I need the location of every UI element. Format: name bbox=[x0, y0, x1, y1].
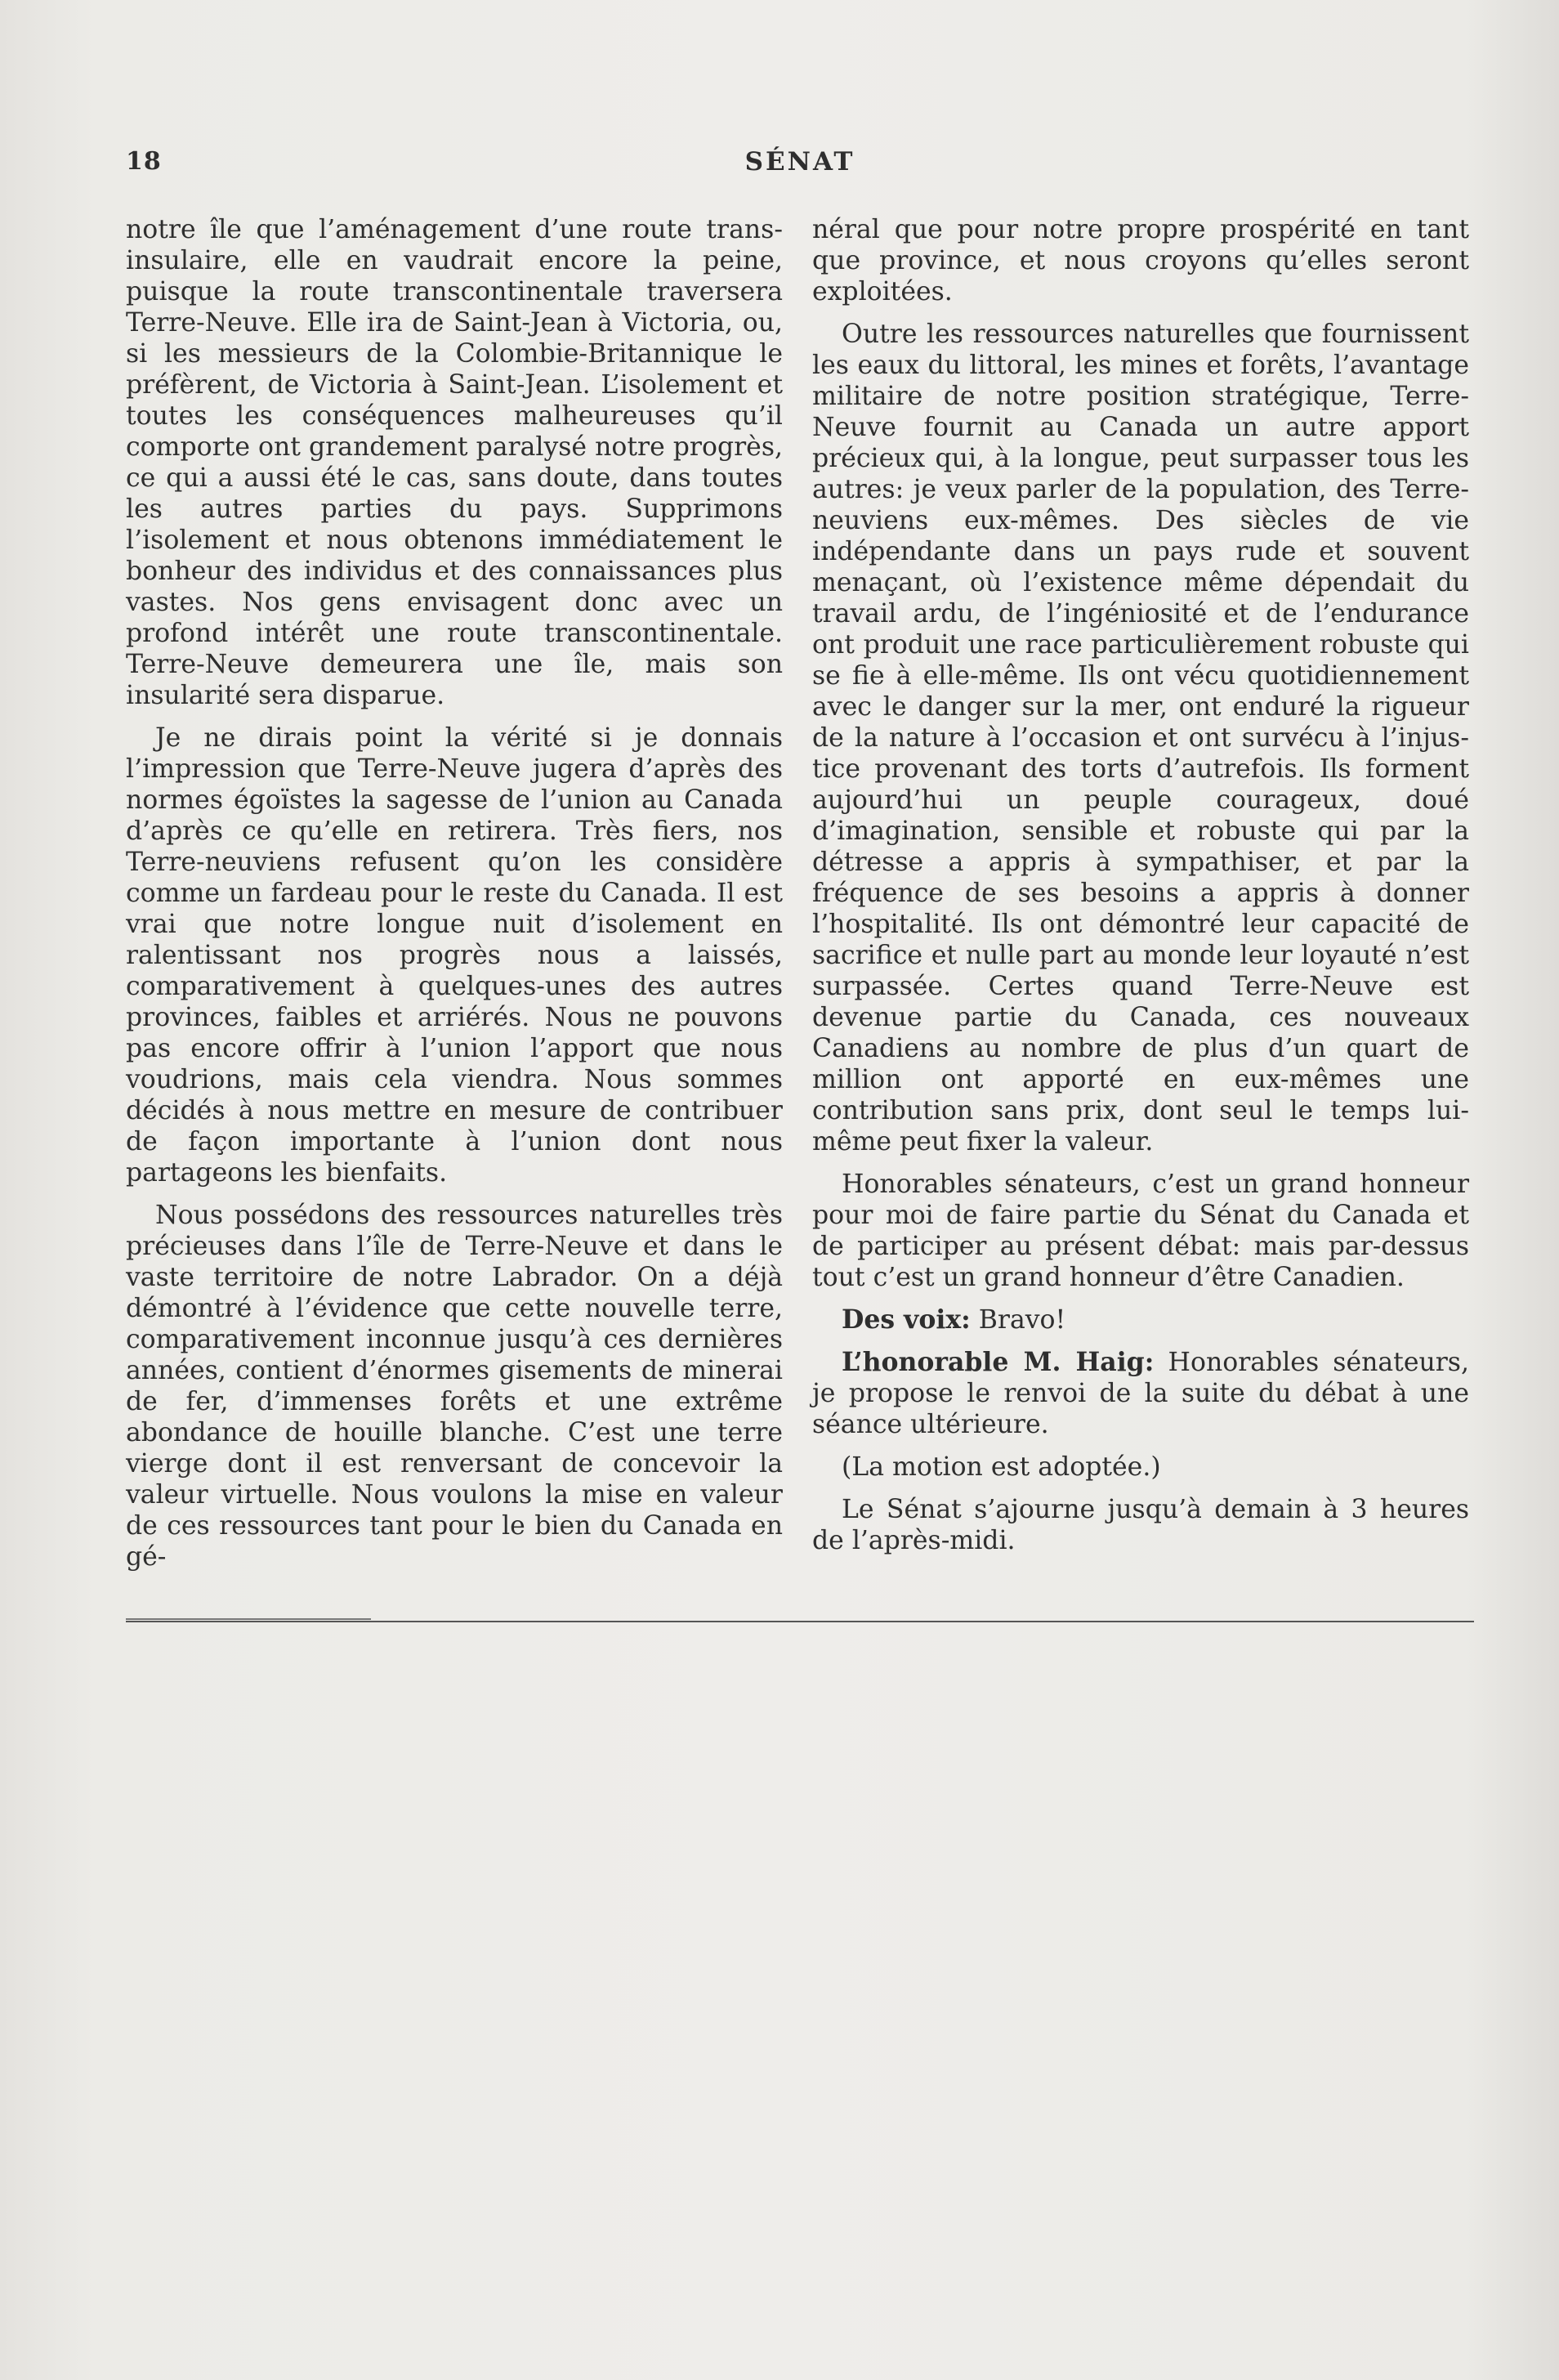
paragraph: notre île que l’aménagement d’une route trans-insulaire, elle en vaudrait encore la peine, puisque la route transcontinentale traversera Terre-Neuve. Elle ira de Saint-Jean à Victoria, ou, si les messieurs de la Colombie-Britannique le préfèrent, de Victoria à Saint-Jean. L’isolement et toutes les conséquences malheureuses qu’il comporte ont grandement paralysé notre progrès, ce qui a aussi été le cas, sans doute, dans toutes les autres parties du pays. Supprimons l’isolement et nous obtenons immédiatement le bonheur des individus et des connaissances plus vastes. Nos gens envisagent donc avec un profond intérêt une route transcontinentale. Terre-Neuve demeurera une île, mais son insularité sera disparue. bbox=[126, 215, 783, 710]
paragraph: néral que pour notre propre prospérité en tant que province, et nous croyons qu’elles seront exploitées. bbox=[812, 215, 1469, 306]
paragraph: Nous possédons des ressources naturelles très précieuses dans l’île de Terre-Neuve et dans le vaste territoire de notre Labrador. On a déjà démontré à l’évidence que cette nouvelle terre, comparativement inconnue jusqu’à ces dernières années, contient d’énormes gisements de minerai de fer, d’immenses forêts et une extrême abondance de houille blanche. C’est une terre vierge dont il est renversant de concevoir la valeur virtuelle. Nous voulons la mise en valeur de ces ressources tant pour le bien du Canada en gé- bbox=[126, 1201, 783, 1572]
speech-paragraph bbox=[812, 1347, 1469, 1440]
paragraph: Le Sénat s’ajourne jusqu’à demain à 3 heures de l’après-midi. bbox=[812, 1495, 1469, 1555]
page-number: 18 bbox=[126, 147, 162, 176]
page-header bbox=[126, 147, 1474, 180]
paragraph: Outre les ressources naturelles que fournissent les eaux du littoral, les mines et forêts, l’avantage militaire de notre position stratégique, Terre-Neuve fournit au Canada un autre apport précieux qui, à la longue, peut surpasser tous les autres: je veux parler de la population, des Terre-neuviens eux-mêmes. Des siècles de vie indépendante dans un pays rude et souvent menaçant, où l’existence même dépendait du travail ardu, de l’ingéniosité et de l’endurance ont produit une race particulièrement robuste qui se fie à elle-même. Ils ont vécu quotidiennement avec le danger sur la mer, ont enduré la rigueur de la nature à l’occasion et ont survécu à l’injustice provenant des torts d’autrefois. Ils forment aujourd’hui un peuple courageux, doué d’imagination, sensible et robuste qui par la détresse a appris à sympathiser, et par la fréquence de ses besoins a appris à donner l’hospitalité. Ils ont démontré leur capacité de sacrifice et nulle part au monde leur loyauté n’est surpassée. Certes quand Terre-Neuve est devenue partie du Canada, ces nouveaux Canadiens au nombre de plus d’un quart de million ont apporté en eux-mêmes une contribution sans prix, dont seul le temps lui-même peut fixer la valeur. bbox=[812, 320, 1469, 1156]
speaker-name: L’honorable M. Haig: bbox=[842, 1347, 1155, 1377]
speech-text: Bravo! bbox=[970, 1305, 1066, 1335]
paragraph: (La motion est adoptée.) bbox=[842, 1452, 1161, 1482]
right-column bbox=[812, 214, 1469, 1568]
footer-rule bbox=[126, 1621, 1474, 1622]
speaker-name: Des voix: bbox=[842, 1304, 971, 1335]
left-column bbox=[126, 214, 783, 1584]
footer-rule-short bbox=[126, 1618, 371, 1620]
speech-text: Honorables sénateurs, je propose le renvoi de la suite du débat à une séance ultérieure. bbox=[812, 1348, 1469, 1439]
paragraph: Je ne dirais point la vérité si je donnais l’impression que Terre-Neuve jugera d’après des normes égoïstes la sagesse de l’union au Canada d’après ce qu’elle en retirera. Très fiers, nos Terre-neuviens refusent qu’on les considère comme un fardeau pour le reste du Canada. Il est vrai que notre longue nuit d’isolement en ralentissant nos progrès nous a laissés, comparativement à quelques-unes des autres provinces, faibles et arriérés. Nous ne pouvons pas encore offrir à l’union l’apport que nous voudrions, mais cela viendra. Nous sommes décidés à nous mettre en mesure de contribuer de façon importante à l’union dont nous partageons les bienfaits. bbox=[126, 723, 783, 1188]
running-title: SÉNAT bbox=[744, 147, 855, 177]
paragraph: Honorables sénateurs, c’est un grand honneur pour moi de faire partie du Sénat du Canada et de participer au présent débat: mais par-dessus tout c’est un grand honneur d’être Canadien. bbox=[812, 1170, 1469, 1292]
speech-paragraph bbox=[812, 1304, 1469, 1335]
